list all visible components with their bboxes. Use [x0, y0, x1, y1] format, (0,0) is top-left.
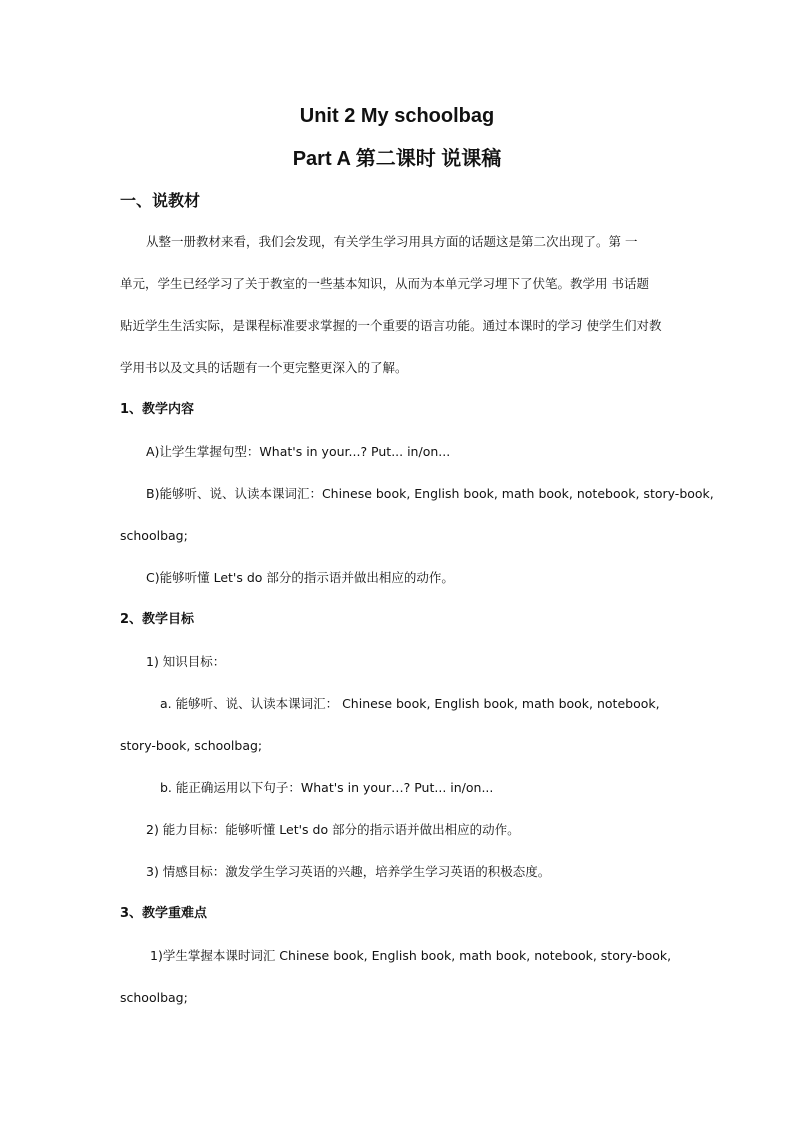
key-point-1-cont: schoolbag;	[120, 990, 188, 1005]
section-heading-textbook: 一、说教材	[120, 191, 201, 210]
heading-key-points: 3、教学重难点	[120, 906, 208, 921]
key-point-1: 1)学生掌握本课时词汇 Chinese book, English book, math book, notebook, story-book,	[150, 948, 672, 963]
paragraph-line-4: 学用书以及文具的话题有一个更完整更深入的了解。	[120, 360, 408, 375]
goal-knowledge-a: a. 能够听、说、认读本课词汇： Chinese book, English book, math book, notebook,	[160, 696, 660, 711]
document-subtitle: Part A 第二课时 说课稿	[292, 148, 502, 170]
goal-knowledge-b: b. 能正确运用以下句子：What's in your…? Put... in/on...	[160, 780, 494, 795]
heading-teaching-content: 1、教学内容	[120, 402, 195, 417]
paragraph-line-2: 单元，学生已经学习了关于教室的一些基本知识，从而为本单元学习埋下了伏笔。教学用 书话题	[120, 276, 649, 291]
content-item-b-cont: schoolbag;	[120, 528, 188, 543]
goal-knowledge: 1) 知识目标：	[146, 654, 226, 669]
paragraph-line-3: 贴近学生生活实际，是课程标准要求掌握的一个重要的语言功能。通过本课时的学习 使学生们对教	[120, 318, 662, 333]
heading-teaching-goals: 2、教学目标	[120, 612, 195, 627]
goal-knowledge-a-cont: story-book, schoolbag;	[120, 738, 263, 753]
content-item-c: C)能够听懂 Let's do 部分的指示语并做出相应的动作。	[146, 570, 454, 585]
goal-emotion: 3) 情感目标：激发学生学习英语的兴趣，培养学生学习英语的积极态度。	[146, 864, 551, 879]
content-item-b: B)能够听、说、认读本课词汇：Chinese book, English book, math book, notebook, story-book,	[146, 486, 714, 501]
content-item-a: A)让学生掌握句型：What's in your...? Put... in/on...	[146, 444, 451, 459]
paragraph-line-1: 从整一册教材来看，我们会发现，有关学生学习用具方面的话题这是第二次出现了。第 一	[146, 234, 638, 249]
document-title: Unit 2 My schoolbag	[299, 105, 495, 127]
goal-ability: 2) 能力目标：能够听懂 Let's do 部分的指示语并做出相应的动作。	[146, 822, 520, 837]
